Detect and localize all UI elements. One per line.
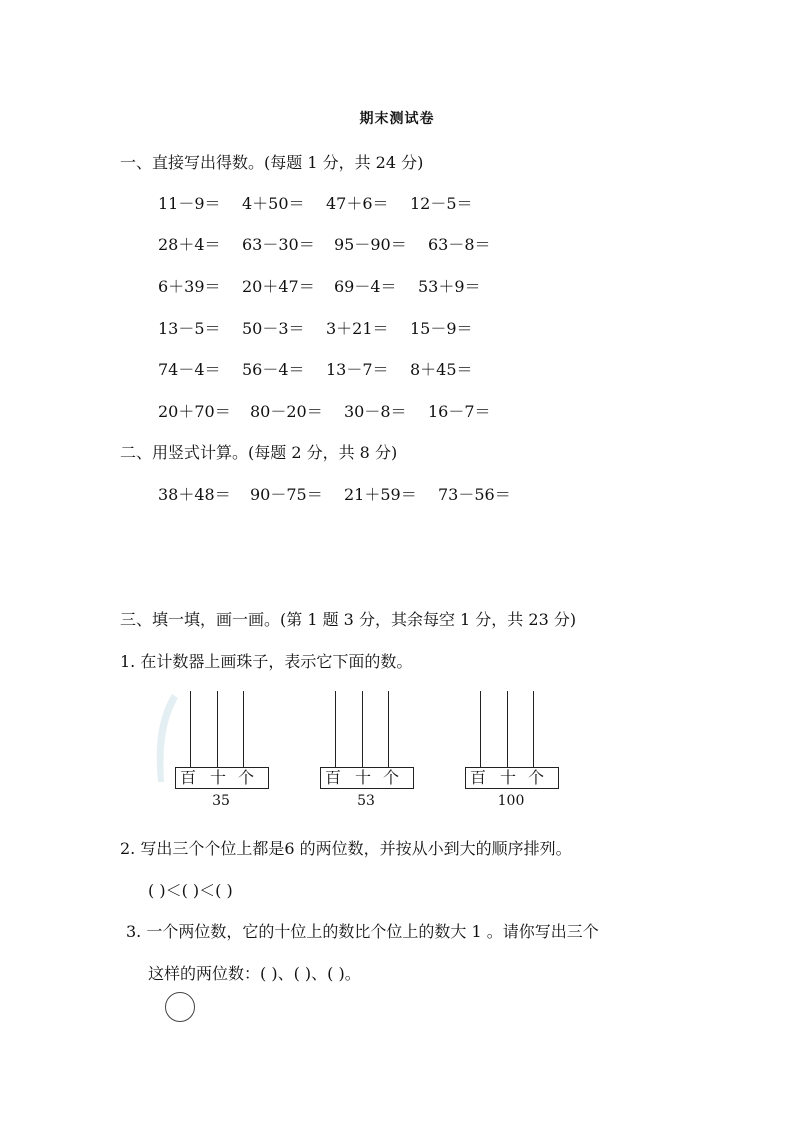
abacus-number: 53 <box>357 793 375 809</box>
place-label-ones: 个 <box>383 768 400 787</box>
place-label-hundreds: 百 <box>180 768 197 787</box>
place-label-tens: 十 <box>210 768 227 787</box>
place-label-hundreds: 百 <box>470 768 487 787</box>
calc-item: 28＋4＝ <box>158 235 221 254</box>
calc-item: 74－4＝ <box>158 360 221 379</box>
place-label-tens: 十 <box>355 768 372 787</box>
abacus-base <box>320 767 414 789</box>
calc-item: 63－8＝ <box>428 235 491 254</box>
section3-heading: 三、填一填，画一画。(第 1 题 3 分，其余每空 1 分，共 23 分) <box>120 610 577 629</box>
calc-item: 53＋9＝ <box>418 277 481 296</box>
section1-heading: 一、直接写出得数。(每题 1 分，共 24 分) <box>120 153 424 172</box>
calc-item: 20＋70＝ <box>158 402 231 421</box>
abacus-rod[interactable] <box>243 691 244 768</box>
calc-item: 16－7＝ <box>428 402 491 421</box>
abacus-number: 35 <box>212 793 230 809</box>
calc-item: 80－20＝ <box>250 402 323 421</box>
calc-item: 38＋48＝ <box>158 485 231 504</box>
calc-item: 30－8＝ <box>344 402 407 421</box>
calc-item: 69－4＝ <box>334 277 397 296</box>
calc-item: 73－56＝ <box>438 485 511 504</box>
place-label-ones: 个 <box>528 768 545 787</box>
calc-item: 13－5＝ <box>158 319 221 338</box>
calc-item: 90－75＝ <box>250 485 323 504</box>
calc-item: 4＋50＝ <box>242 194 305 213</box>
place-label-tens: 十 <box>500 768 517 787</box>
calc-item: 11－9＝ <box>158 194 221 213</box>
question-2-answer-blanks[interactable]: ( )＜( )＜( ) <box>148 881 233 900</box>
section2-heading: 二、用竖式计算。(每题 2 分，共 8 分) <box>120 443 398 462</box>
calc-item: 12－5＝ <box>410 194 473 213</box>
page-title: 期末测试卷 <box>359 111 435 127</box>
calc-item: 95－90＝ <box>334 235 407 254</box>
question-2-text: 2. 写出三个个位上都是6 的两位数，并按从小到大的顺序排列。 <box>120 839 572 858</box>
calc-item: 63－30＝ <box>242 235 315 254</box>
counting-frame[interactable] <box>320 691 414 809</box>
question-3-answer-blanks[interactable]: 这样的两位数：( )、( )、( )。 <box>148 964 361 983</box>
calc-item: 47＋6＝ <box>326 194 389 213</box>
calc-item: 21＋59＝ <box>344 485 417 504</box>
calc-item: 15－9＝ <box>410 319 473 338</box>
place-label-ones: 个 <box>238 768 255 787</box>
calc-item: 56－4＝ <box>242 360 305 379</box>
abacus-rod[interactable] <box>217 691 218 768</box>
calc-item: 6＋39＝ <box>158 277 221 296</box>
question-1-text: 1. 在计数器上画珠子，表示它下面的数。 <box>120 652 413 671</box>
question-3-text: 3. 一个两位数，它的十位上的数比个位上的数大 1 。请你写出三个 <box>126 922 599 941</box>
abacus-rod[interactable] <box>507 691 508 768</box>
abacus-rod[interactable] <box>533 691 534 768</box>
place-label-hundreds: 百 <box>325 768 342 787</box>
abacus-rod[interactable] <box>190 691 191 768</box>
abacus-rod[interactable] <box>362 691 363 768</box>
abacus-number: 100 <box>497 793 525 809</box>
counting-frame[interactable] <box>465 691 559 809</box>
abacus-rod[interactable] <box>335 691 336 768</box>
calc-item: 20＋47＝ <box>242 277 315 296</box>
calc-item: 50－3＝ <box>242 319 305 338</box>
circle-shape <box>165 992 195 1022</box>
abacus-rod[interactable] <box>388 691 389 768</box>
calc-item: 13－7＝ <box>326 360 389 379</box>
abacus-base <box>465 767 559 789</box>
calc-item: 8＋45＝ <box>410 360 473 379</box>
abacus-rod[interactable] <box>480 691 481 768</box>
calc-item: 3＋21＝ <box>326 319 389 338</box>
abacus-base <box>175 767 269 789</box>
counting-frame[interactable] <box>175 691 269 809</box>
